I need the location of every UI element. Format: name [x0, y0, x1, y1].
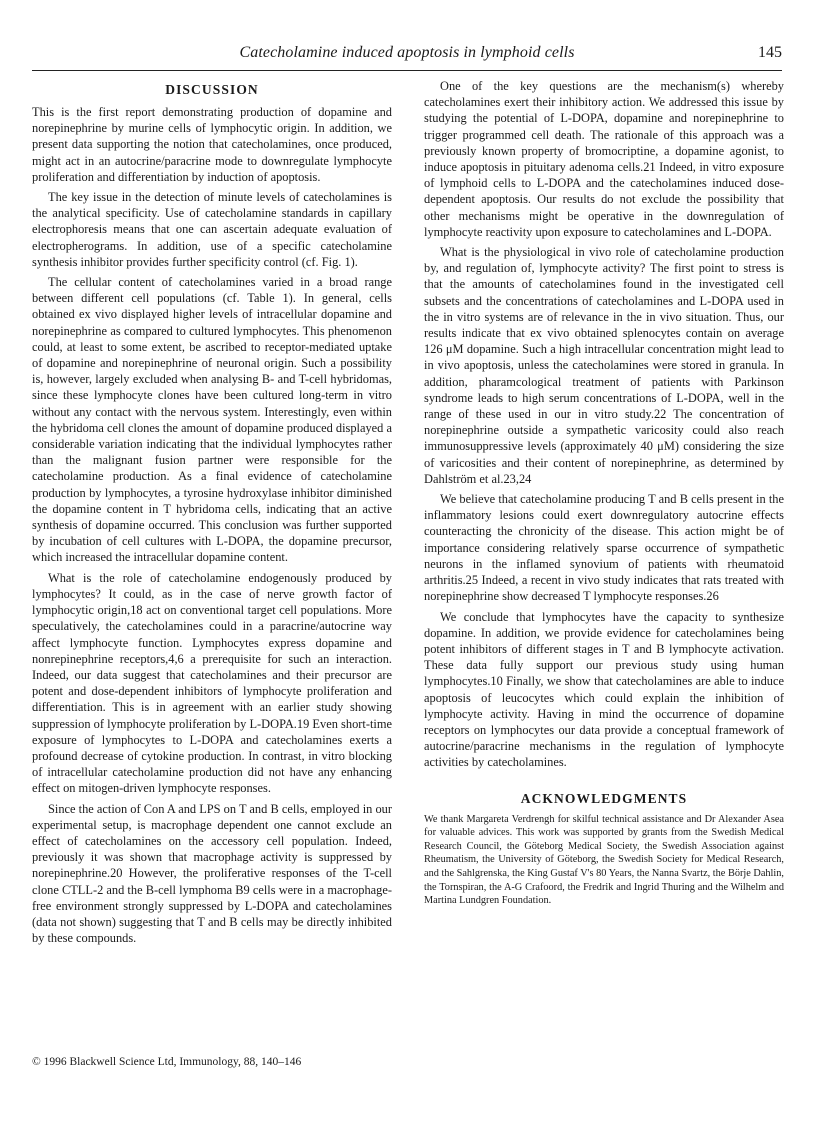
running-header — [32, 44, 782, 71]
discussion-paragraph-5: Since the action of Con A and LPS on T and B cells, employed in our experimental setup, is macrophage dependent one cannot exclude an effect of catecholamines on the accessory cell population. Indeed, previously it was shown that macrophage activity is suppressed by norepinephrine.20 However, the proliferative responses of the T-cell clone CTLL-2 and the B-cell lymphoma B9 cells were in a macrophage-free environment strongly suppressed by L-DOPA and catecholamines (data not shown) suggesting that T and B cells may be directly inhibited by these compounds. — [32, 801, 392, 946]
running-title: Catecholamine induced apoptosis in lymphoid cells — [239, 44, 575, 61]
discussion-heading: DISCUSSION — [165, 82, 259, 97]
discussion-paragraph-4: What is the role of catecholamine endogenously produced by lymphocytes? It could, as in the case of nerve growth factor of lymphocytic origin,18 act on conventional target cell populations. More speculatively, the catecholamines could in a paracrine/autocrine way affect lymphocyte function. Lymphocytes express dopamine and nonrepinephrine receptors,4,6 a prerequisite for such an interaction. Indeed, our data suggest that catecholamines and their precursor are potent and dose-dependent inhibitors of lymphocyte proliferation and differentiation. This is in agreement with an earlier study showing suppression of lymphocyte proliferation by L-DOPA.19 Even short-time exposure of lymphocytes to L-DOPA and catecholamines exerts a profound decrease of cytokine production. In contrast, in vitro blocking of intracellular catecholamine production did not have any enhancing effect on mitogen-driven lymphocyte responses. — [32, 570, 392, 796]
discussion-paragraph-7: What is the physiological in vivo role of catecholamine production by, and regulation of, lymphocyte activity? The first point to stress is that the amounts of catecholamines found in the investigated cell subsets and the concentrations of catecholamines and L-DOPA used in the in vitro systems are of relevance in the in vivo situation. Thus, our results indicate that ex vivo obtained splenocytes contain on average 126 μM dopamine. Such a high intracellular concentration might lead to in vivo apoptosis, unless the catecholamines were stored in granula. In addition, pharamcological treatment of patients with Parkinson syndrome leads to high serum concentrations of L-DOPA, well in the range of these used in our in vitro study.22 The concentration of norepinephrine outside a sympathetic varicosity could also reach immunosuppressive levels (approximately 40 μM) considering the size of varicosities and their content of norepinephrine, as determined by Dahlström et al.23,24 — [424, 245, 784, 486]
discussion-paragraph-8: We believe that catecholamine producing T and B cells present in the inflammatory lesions could exert downregulatory autocrine effects counteracting the chronicity of the disease. This action might be of importance considering relatively sparse occurrence of sympathetic neurons in the inflamed synovium of patients with rheumatoid arthritis.25 Indeed, a recent in vivo study indicates that rats treated with norepinephrine show decreased T lymphocyte responses.26 — [424, 492, 784, 604]
acknowledgments-text: We thank Margareta Verdrengh for skilful technical assistance and Dr Alexander Asea for valuable advices. This work was supported by grants from the Swedish Medical Research Council, the Göteborg Medical Society, the Swedish Association against Rheumatism, the University of Göteborg, the Swedish Society for Medical Research, and the Sahlgrenska, the King Gustaf V's 80 Years, the Nanna Svartz, the Börje Dahlin, the Tornspiran, the A-G Crafoord, the Fredrik and Ingrid Thuring and the Wilhelm and Martina Lundgren Foundation. — [424, 813, 784, 907]
discussion-paragraph-6: One of the key questions are the mechanism(s) whereby catecholamines exert their inhibitory action. We addressed this issue by studying the potential of L-DOPA, dopamine and norepinephrine to trigger programmed cell death. The rationale of this approach was a previously known property of bromocriptine, a dopamine agonist, to induce apoptosis in pituitary adenoma cells.21 Indeed, in vitro exposure of lymphoid cells to L-DOPA and the catecholamines induced dose-dependent apoptosis. Our results do not exclude the possibility that other mechanisms might be operative in the downregulation of lymphocyte reactivity upon exposure to catecholamines and L-DOPA. — [424, 79, 784, 239]
discussion-paragraph-9: We conclude that lymphocytes have the capacity to synthesize dopamine. In addition, we provide evidence for catecholamines being potent inhibitors of different stages in T and B lymphocyte activation. These data fully support our previous study using human lymphocytes.10 Finally, we show that catecholamines are able to induce apoptosis of leucocytes which could explain the inhibition of lymphocyte activity. Having in mind the occurrence of dopamine receptors on lymphocytes our data provide a conceptual framework of autocrine/paracrine mechanisms in the regulation of lymphocyte activities by catecholamines. — [424, 609, 784, 770]
page-number: 145 — [758, 44, 782, 61]
acknowledgments-heading: ACKNOWLEDGMENTS — [520, 790, 688, 806]
discussion-paragraph-3: The cellular content of catecholamines varied in a broad range between different cell populations (cf. Table 1). In general, cells obtained ex vivo displayed higher levels of intracellular dopamine and norepinephrine as compared to cultured lymphocytes. This phenomenon could, at least to some extent, be ascribed to receptor-mediated uptake of dopamine and norepinephrine of neuronal origin. Such a possibility is, however, largely excluded when analysing B- and T-cell hybridomas, since these lymphocyte clones have been cultured long-term in vitro without any contact with the nervous system. Interestingly, even within the hybridoma cell clones the amount of dopamine produced displayed a considerable variation indicating that the individual lymphocytes rather than the malignant fusion partner were responsible for the catecholamine production. As a final evidence of catecholamine production by lymphocytes, a tyrosine hydroxylase inhibitor diminished the dopamine content in T hybridoma cells, indicating that an active synthesis of dopamine occurred. This conclusion was further supported by incubation of cell cultures with L-DOPA, the dopamine precursor, which increased the intracellular dopamine content. — [32, 275, 392, 565]
copyright-footer: © 1996 Blackwell Science Ltd, Immunology, 88, 140–146 — [32, 1056, 302, 1068]
discussion-paragraph-1: This is the first report demonstrating production of dopamine and norepinephrine by murine cells of lymphocytic origin. In addition, we present data supporting the notion that catecholamines, once produced, might act in an autocrine/paracrine mode to downregulate lymphocyte proliferation and differentiation by induction of apoptosis. — [32, 105, 392, 184]
left-column — [32, 78, 392, 950]
right-column — [424, 78, 784, 912]
discussion-paragraph-2: The key issue in the detection of minute levels of catecholamines is the analytical specificity. Use of catecholamine standards in capillary electrophoresis means that one can ascertain adequate evaluation of electropherograms. In addition, use of a specific catecholamine synthesis inhibitor provides further specificity control (cf. Fig. 1). — [32, 190, 392, 269]
